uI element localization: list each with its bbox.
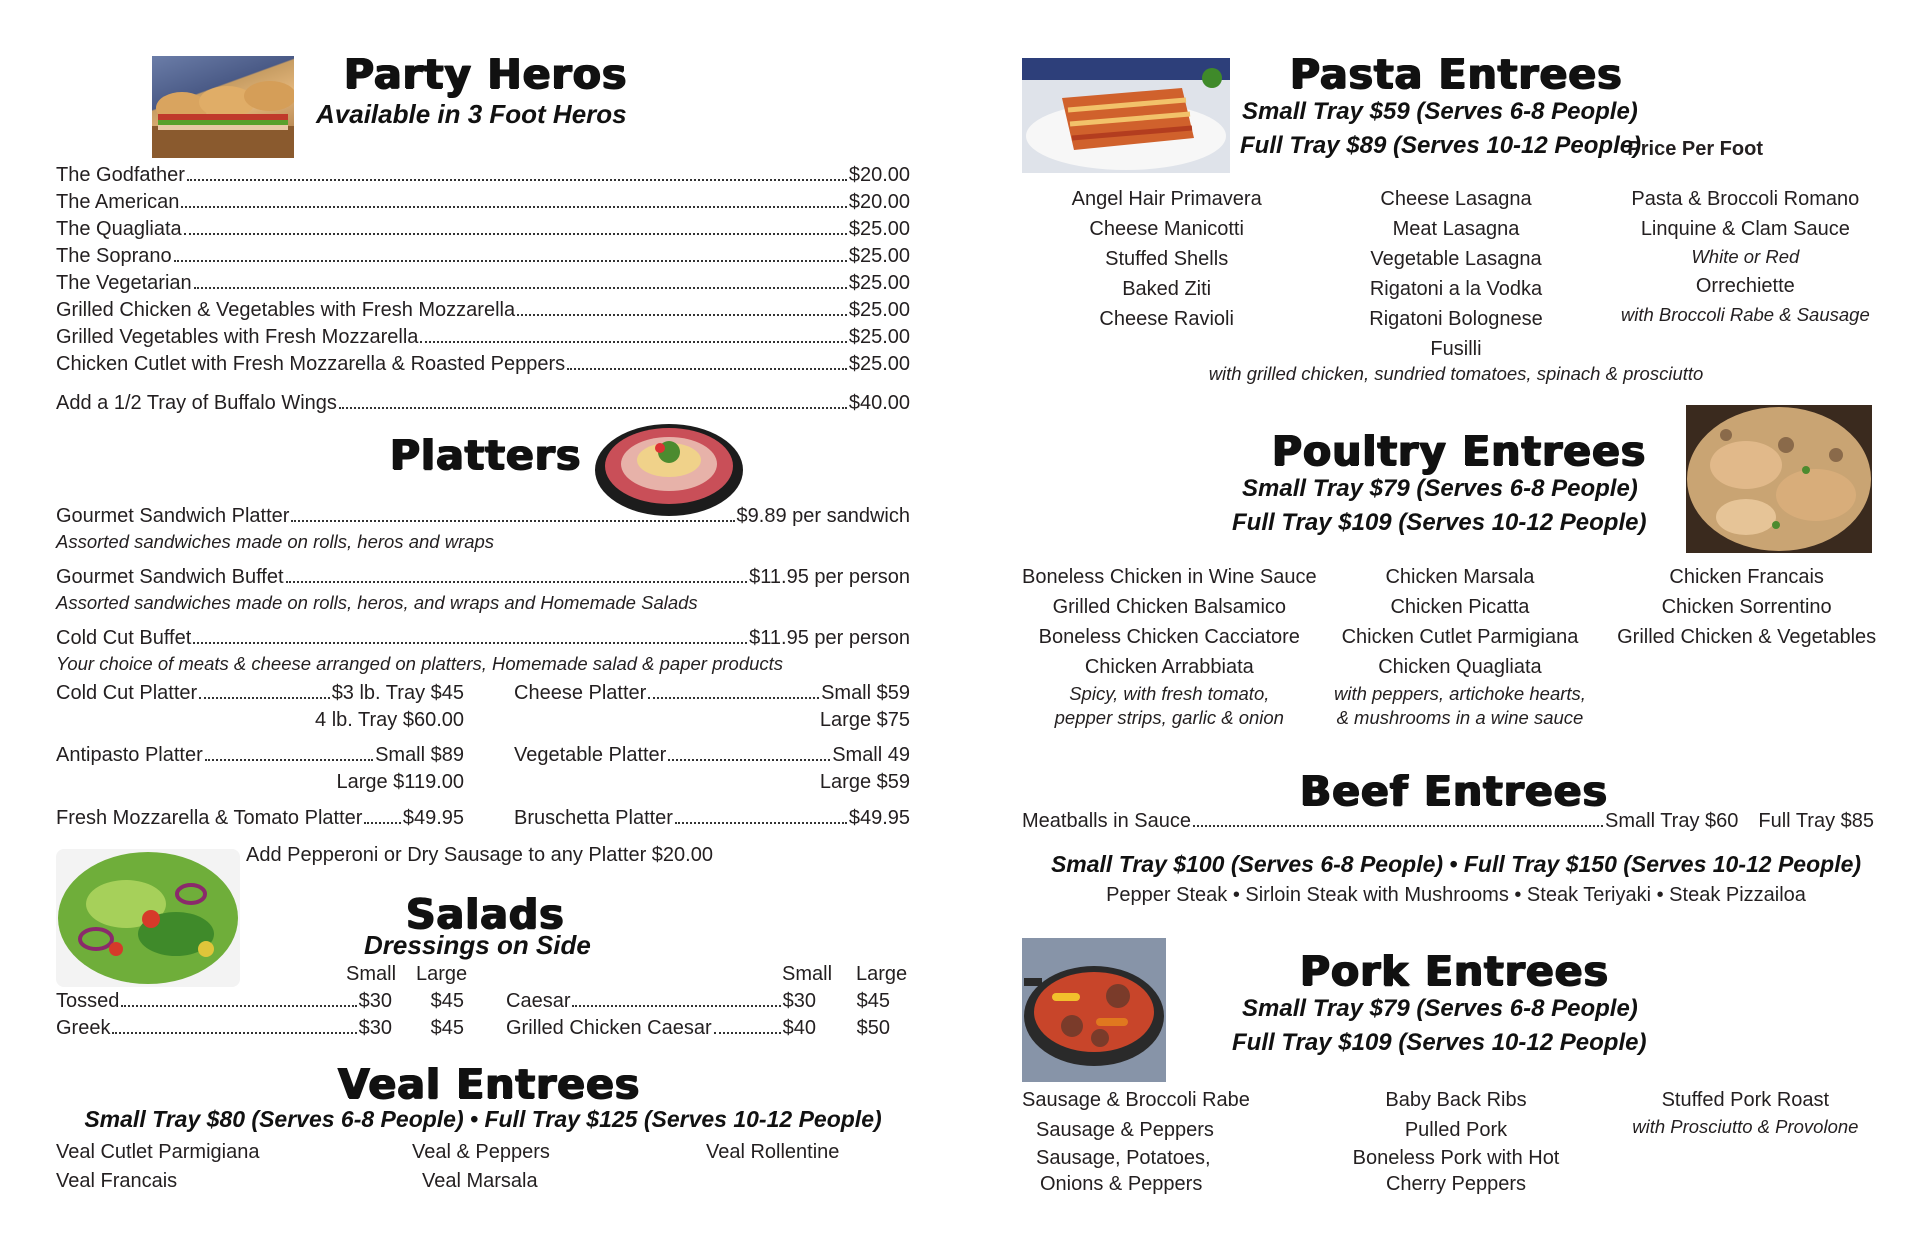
list-item: Baked Ziti <box>1122 278 1212 300</box>
item-name: Gourmet Sandwich Platter <box>56 505 290 527</box>
item-note: & mushrooms in a wine sauce <box>1336 707 1584 728</box>
list-item: Chicken Picatta <box>1390 596 1530 618</box>
list-item <box>56 297 910 324</box>
item-price: Small Tray $60 <box>1605 810 1739 832</box>
item-note: pepper strips, garlic & onion <box>1054 707 1284 728</box>
list-item: Orrechiette <box>1695 275 1795 297</box>
item-name: Grilled Chicken & Vegetables with Fresh Mozzarella <box>56 299 516 321</box>
leader-dots <box>205 759 373 761</box>
poultry-items <box>1022 562 1890 730</box>
item-name: Meatballs in Sauce <box>1022 810 1191 832</box>
item-price: Small $59 <box>821 682 910 704</box>
platter-addon-note: Add Pepperoni or Dry Sausage to any Platter $20.00 <box>246 844 713 866</box>
item-name: Cheese Platter <box>514 682 647 704</box>
item-name: Add a 1/2 Tray of Buffalo Wings <box>56 392 337 414</box>
list-item: Pasta & Broccoli Romano <box>1631 188 1860 210</box>
pasta-title: Pasta Entrees <box>1290 50 1623 98</box>
list-item: Sausage, Potatoes, <box>1036 1147 1211 1169</box>
item-price: $40 <box>782 1017 816 1039</box>
salads-subtitle: Dressings on Side <box>364 930 591 960</box>
list-item: Veal Cutlet Parmigiana <box>56 1141 260 1163</box>
list-item: Cheese Manicotti <box>1089 218 1244 240</box>
list-item <box>56 351 910 378</box>
item-price: $49.95 <box>402 807 464 829</box>
item-price: $3 lb. Tray $45 <box>331 682 464 704</box>
item-price: $30 <box>358 1017 392 1039</box>
item-note: White or Red <box>1691 246 1800 267</box>
salad-small-header: Small <box>346 963 397 985</box>
leader-dots <box>193 642 747 644</box>
beef-prices: Small Tray $100 (Serves 6-8 People) • Full Tray $150 (Serves 10-12 People) <box>1050 851 1862 877</box>
list-item <box>56 324 910 351</box>
list-item <box>506 1015 890 1042</box>
item-note: Spicy, with fresh tomato, <box>1069 683 1270 704</box>
item-price: Small 49 <box>832 744 910 766</box>
leader-dots <box>648 697 819 699</box>
list-item: Chicken Sorrentino <box>1661 596 1832 618</box>
leader-dots <box>567 368 847 370</box>
list-item: Boneless Chicken Cacciatore <box>1038 626 1300 648</box>
chicken-photo <box>1686 405 1872 553</box>
list-item: Stuffed Pork Roast <box>1661 1089 1830 1111</box>
list-item <box>506 988 890 1015</box>
item-name: Gourmet Sandwich Buffet <box>56 566 284 588</box>
item-price: $25.00 <box>848 245 910 267</box>
item-price: $50 <box>856 1017 890 1039</box>
price-per-foot-header: Price Per Foot <box>1627 138 1763 160</box>
item-price: $45 <box>856 990 890 1012</box>
list-item: Pulled Pork <box>1404 1119 1508 1141</box>
antipasto-platter <box>56 742 464 796</box>
item-price: $11.95 per person <box>749 566 910 588</box>
item-price: $30 <box>782 990 816 1012</box>
item-note: with peppers, artichoke hearts, <box>1333 683 1586 704</box>
leader-dots <box>517 314 847 316</box>
leader-dots <box>339 407 847 409</box>
salads-title: Salads <box>406 890 565 938</box>
poultry-title: Poultry Entrees <box>1272 427 1647 475</box>
list-item <box>56 270 910 297</box>
list-item: Rigatoni a la Vodka <box>1369 278 1543 300</box>
item-name: Caesar <box>506 990 571 1012</box>
vegetable-platter <box>514 742 910 796</box>
item-name: The Vegetarian <box>56 272 192 294</box>
list-item: Grilled Chicken Balsamico <box>1052 596 1287 618</box>
list-item: Chicken Cutlet Parmigiana <box>1341 626 1579 648</box>
item-price: $30 <box>358 990 392 1012</box>
item-price-2: Large $59 <box>819 771 910 793</box>
hero-sandwich-photo <box>152 56 294 158</box>
list-item <box>56 564 910 591</box>
pasta-items <box>1022 184 1890 364</box>
salad-small-header-2: Small <box>782 963 833 985</box>
salad-large-header-2: Large <box>856 963 908 985</box>
list-item <box>56 988 464 1015</box>
list-item <box>56 162 910 189</box>
item-price: $49.95 <box>848 807 910 829</box>
item-price: $25.00 <box>848 272 910 294</box>
list-item: Onions & Peppers <box>1040 1173 1203 1195</box>
list-item: Boneless Pork with Hot <box>1352 1147 1560 1169</box>
list-item <box>56 1015 464 1042</box>
list-item: Sausage & Peppers <box>1036 1119 1214 1141</box>
item-name: The American <box>56 191 180 213</box>
list-item: Veal Francais <box>56 1170 178 1192</box>
list-item <box>56 216 910 243</box>
item-price-2: Large $119.00 <box>336 771 464 793</box>
pork-title: Pork Entrees <box>1300 947 1610 995</box>
item-price-2: 4 lb. Tray $60.00 <box>315 709 464 731</box>
list-item <box>56 243 910 270</box>
item-description: Assorted sandwiches made on rolls, heros, and wraps and Homemade Salads <box>56 592 698 613</box>
item-price: $11.95 per person <box>749 627 910 649</box>
item-name: Fresh Mozzarella & Tomato Platter <box>56 807 363 829</box>
list-item: Linquine & Clam Sauce <box>1640 218 1850 240</box>
item-price-2: Large $75 <box>819 709 910 731</box>
leader-dots <box>194 287 847 289</box>
leader-dots <box>364 822 400 824</box>
beef-items: Pepper Steak • Sirloin Steak with Mushrooms • Steak Teriyaki • Steak Pizzailoa <box>1106 884 1806 906</box>
heros-list <box>56 162 910 417</box>
item-name: The Soprano <box>56 245 172 267</box>
list-item: Vegetable Lasagna <box>1370 248 1542 270</box>
pork-price-full: Full Tray $109 (Serves 10-12 People) <box>1232 1029 1647 1056</box>
poultry-price-full: Full Tray $109 (Serves 10-12 People) <box>1232 509 1647 536</box>
cold-cut-platter <box>56 680 464 734</box>
item-price: $25.00 <box>848 218 910 240</box>
poultry-price-small: Small Tray $79 (Serves 6-8 People) <box>1242 475 1638 502</box>
salads-list-left <box>56 988 464 1042</box>
list-item: Veal & Peppers <box>412 1141 550 1163</box>
leader-dots <box>181 206 846 208</box>
party-heros-subtitle: Available in 3 Foot Heros <box>316 99 627 129</box>
leader-dots <box>675 822 847 824</box>
item-price: $45 <box>430 1017 464 1039</box>
item-description: Assorted sandwiches made on rolls, heros and wraps <box>56 531 495 552</box>
list-item: Cherry Peppers <box>1385 1173 1527 1195</box>
list-item: Cheese Ravioli <box>1099 308 1234 330</box>
item-name: Cold Cut Platter <box>56 682 198 704</box>
list-item: Fusilli <box>1430 338 1482 360</box>
bruschetta-platter <box>514 805 910 832</box>
item-price: $20.00 <box>848 191 910 213</box>
item-name: Tossed <box>56 990 120 1012</box>
leader-dots <box>572 1005 780 1007</box>
leader-dots <box>1193 825 1603 827</box>
list-item: Chicken Marsala <box>1385 566 1535 588</box>
lasagna-photo <box>1022 58 1230 173</box>
salads-list-right <box>506 988 890 1042</box>
pasta-price-small: Small Tray $59 (Serves 6-8 People) <box>1242 98 1638 125</box>
item-description: Your choice of meats & cheese arranged on platters, Homemade salad & paper products <box>56 653 784 674</box>
leader-dots <box>199 697 330 699</box>
salad-large-header: Large <box>416 963 468 985</box>
sausage-pan-photo <box>1022 938 1166 1082</box>
item-price: Full Tray $85 <box>1758 810 1874 832</box>
leader-dots <box>668 759 830 761</box>
list-item: Sausage & Broccoli Rabe <box>1022 1089 1250 1111</box>
item-name: Bruschetta Platter <box>514 807 673 829</box>
item-price: $20.00 <box>848 164 910 186</box>
item-price: $9.89 per sandwich <box>736 505 910 527</box>
party-heros-title: Party Heros <box>344 50 628 98</box>
item-name: Grilled Vegetables with Fresh Mozzarella <box>56 326 419 348</box>
pork-price-small: Small Tray $79 (Serves 6-8 People) <box>1242 995 1638 1022</box>
leader-dots <box>187 179 847 181</box>
item-name: Cold Cut Buffet <box>56 627 192 649</box>
list-item: Grilled Chicken & Vegetables <box>1617 626 1877 648</box>
platters-title: Platters <box>390 431 582 479</box>
leader-dots <box>121 1005 356 1007</box>
meatballs-row <box>1022 808 1874 835</box>
leader-dots <box>184 233 847 235</box>
list-item <box>56 503 910 530</box>
list-item <box>56 189 910 216</box>
leader-dots <box>286 581 748 583</box>
leader-dots <box>714 1032 781 1034</box>
item-price: $45 <box>430 990 464 1012</box>
list-item: Stuffed Shells <box>1105 248 1229 270</box>
item-price: Small $89 <box>375 744 464 766</box>
fusilli-note: with grilled chicken, sundried tomatoes, spinach & prosciutto <box>1208 363 1704 384</box>
buffalo-wings-addon <box>56 390 910 417</box>
pork-items <box>1022 1085 1890 1197</box>
item-name: Grilled Chicken Caesar <box>506 1017 712 1039</box>
item-price: $25.00 <box>848 353 910 375</box>
veal-title: Veal Entrees <box>338 1060 641 1108</box>
cheese-platter <box>514 680 910 734</box>
list-item: Baby Back Ribs <box>1385 1089 1527 1111</box>
list-item: Chicken Quagliata <box>1378 656 1542 678</box>
item-name: The Quagliata <box>56 218 182 240</box>
item-note: with Prosciutto & Provolone <box>1632 1116 1859 1137</box>
list-item: Chicken Arrabbiata <box>1084 656 1254 678</box>
item-price: $25.00 <box>848 299 910 321</box>
pasta-price-full: Full Tray $89 (Serves 10-12 People) <box>1240 132 1642 159</box>
list-item: Meat Lasagna <box>1392 218 1520 240</box>
item-price: $40.00 <box>848 392 910 414</box>
mozzarella-platter <box>56 805 464 832</box>
list-item: Chicken Francais <box>1669 566 1824 588</box>
list-item: Cheese Lasagna <box>1380 188 1532 210</box>
item-name: Chicken Cutlet with Fresh Mozzarella & Roasted Peppers <box>56 353 566 375</box>
item-name: Antipasto Platter <box>56 744 203 766</box>
veal-prices: Small Tray $80 (Serves 6-8 People) • Full Tray $125 (Serves 10-12 People) <box>84 1106 882 1132</box>
item-name: Vegetable Platter <box>514 744 667 766</box>
item-price: $25.00 <box>848 326 910 348</box>
item-name: The Godfather <box>56 164 185 186</box>
beef-title: Beef Entrees <box>1300 767 1609 815</box>
list-item <box>56 625 910 652</box>
leader-dots <box>420 341 846 343</box>
leader-dots <box>174 260 847 262</box>
item-note: with Broccoli Rabe & Sausage <box>1620 304 1870 325</box>
item-name: Greek <box>56 1017 111 1039</box>
salad-photo <box>56 849 240 987</box>
leader-dots <box>112 1032 356 1034</box>
list-item: Veal Marsala <box>422 1170 538 1192</box>
list-item: Angel Hair Primavera <box>1071 188 1262 210</box>
platters-list <box>56 503 910 676</box>
list-item: Boneless Chicken in Wine Sauce <box>1022 566 1317 588</box>
list-item: Veal Rollentine <box>706 1141 840 1163</box>
leader-dots <box>291 520 734 522</box>
list-item: Rigatoni Bolognese <box>1369 308 1543 330</box>
